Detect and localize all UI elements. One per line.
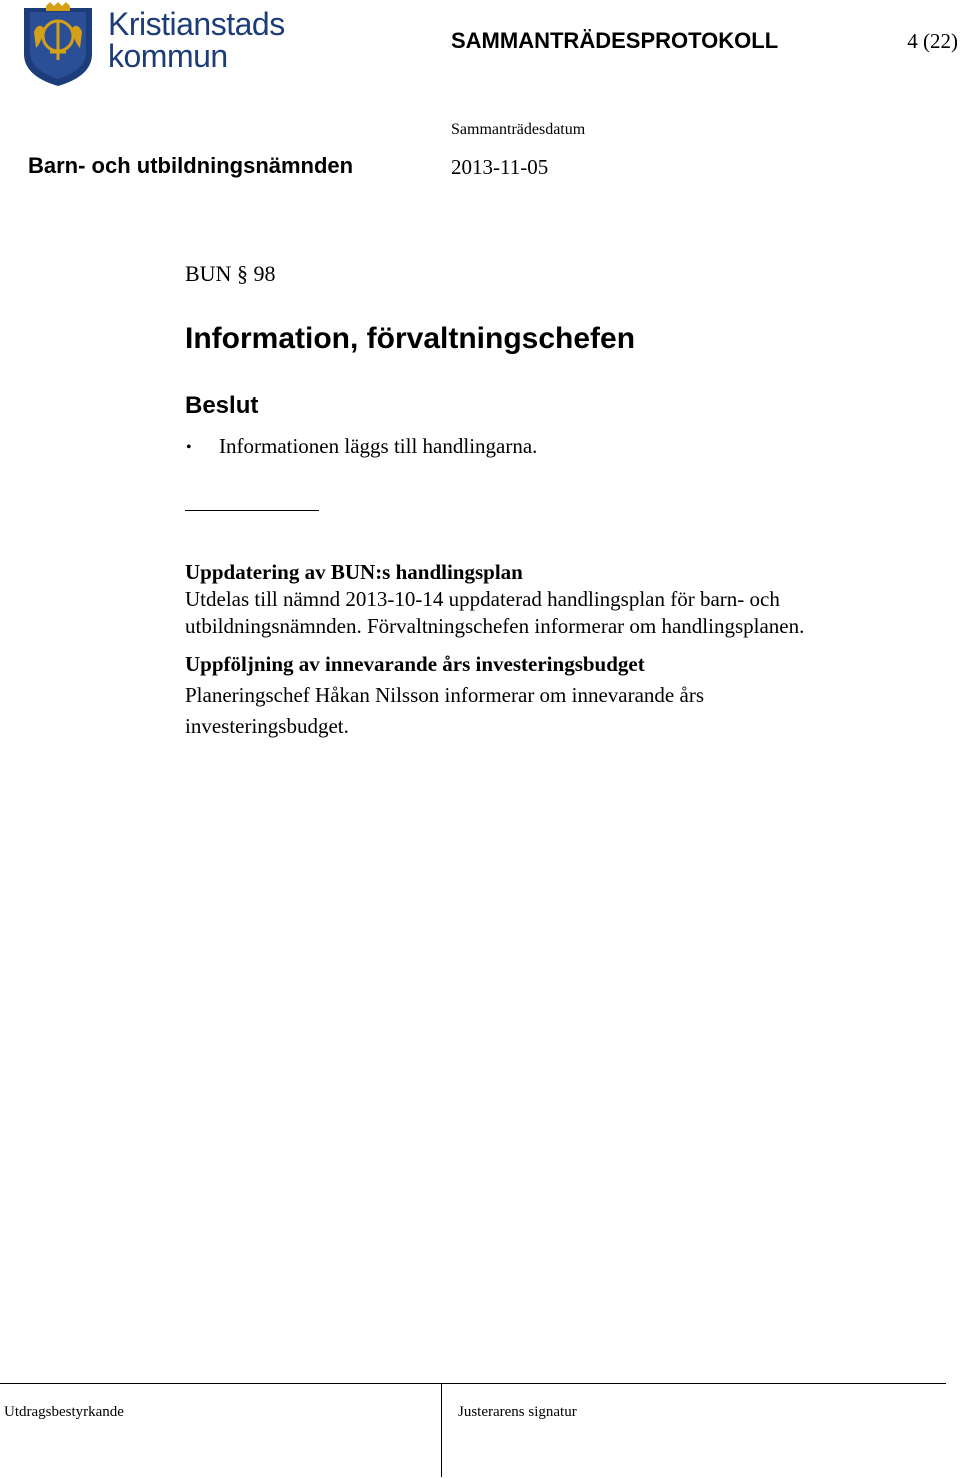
meeting-date-label: Sammanträdesdatum: [451, 121, 586, 138]
section-title: Information, förvaltningschefen: [185, 322, 636, 355]
document-type: SAMMANTRÄDESPROTOKOLL: [451, 28, 779, 53]
adjuster-signature-label: Justerarens signatur: [458, 1404, 577, 1420]
certified-extract-label: Utdragsbestyrkande: [4, 1404, 124, 1420]
committee-name: Barn- och utbildningsnämnden: [28, 153, 354, 178]
logo-name-line2: kommun: [108, 38, 228, 74]
footer-divider: [441, 1383, 442, 1477]
item-heading: Uppdatering av BUN:s handlingsplan: [185, 560, 523, 584]
bullet-icon: •: [186, 439, 192, 456]
item-text-line: Planeringschef Håkan Nilsson informerar om innevarande års: [185, 683, 704, 707]
coat-of-arms-icon: [20, 2, 96, 88]
section-number: BUN § 98: [185, 261, 276, 286]
kristianstad-logo: [20, 2, 300, 88]
section-divider: [185, 510, 319, 511]
item-text-line: utbildningsnämnden. Förvaltningschefen informerar om handlingsplanen.: [185, 614, 805, 638]
item-heading: Uppföljning av innevarande års investeringsbudget: [185, 652, 645, 676]
page-number: 4 (22): [907, 29, 958, 53]
item-text-line: investeringsbudget.: [185, 714, 349, 738]
footer-rule: [0, 1383, 946, 1384]
item-text-line: Utdelas till nämnd 2013-10-14 uppdaterad handlingsplan för barn- och: [185, 587, 780, 611]
decision-heading: Beslut: [185, 392, 259, 419]
decision-text: Informationen läggs till handlingarna.: [219, 434, 538, 458]
meeting-date: 2013-11-05: [451, 155, 549, 179]
logo-name-line1: Kristianstads: [108, 6, 285, 42]
